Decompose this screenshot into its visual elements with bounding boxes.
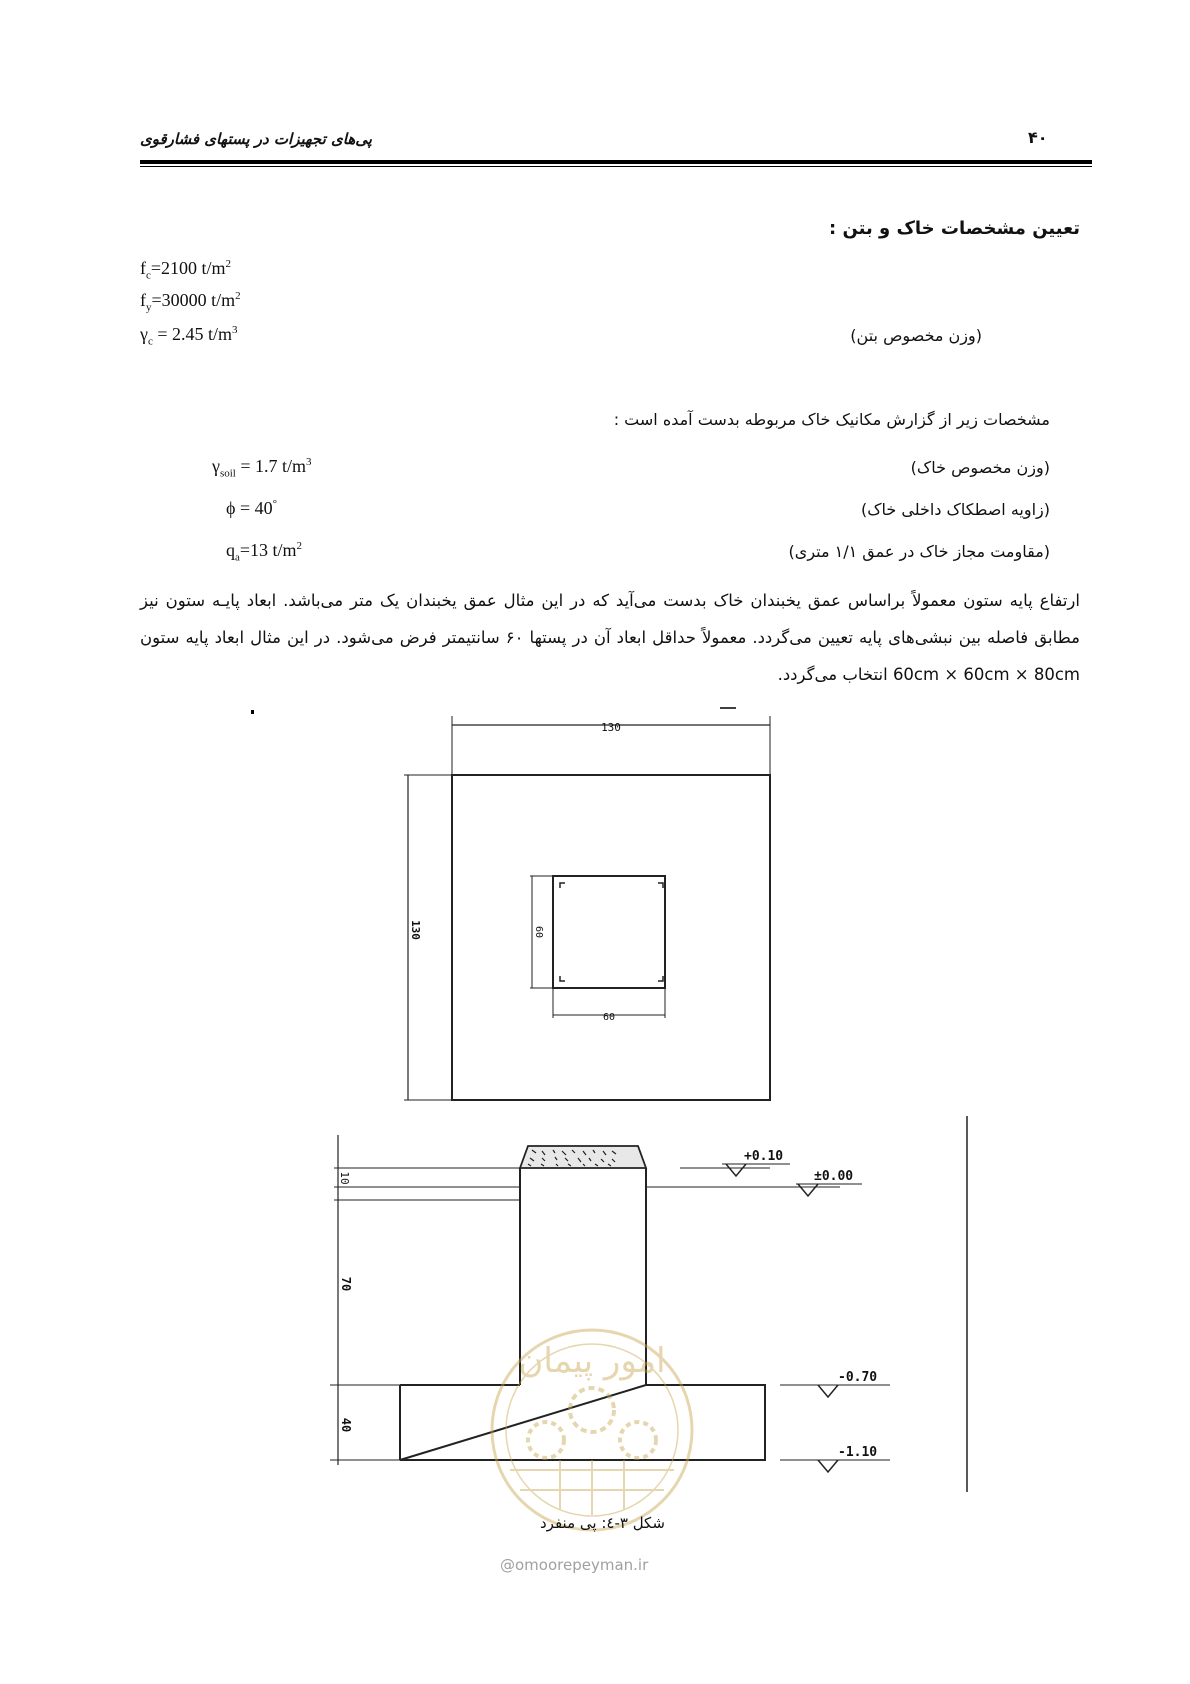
header-title: پی‌های تجهیزات در پستهای فشارقوی bbox=[140, 130, 372, 148]
plan-dim-top-label: 130 bbox=[601, 721, 621, 734]
watermark-text: امور پیمان bbox=[518, 1341, 666, 1381]
label-gamma-soil: (وزن مخصوص خاک) bbox=[910, 458, 1050, 477]
plan-pedestal-outline bbox=[553, 876, 665, 988]
section-view bbox=[330, 1116, 967, 1492]
formula-gamma-c: $\gamma_c = 2.45$ $t/m^3$ bbox=[140, 324, 238, 348]
section-footing bbox=[400, 1385, 765, 1460]
stray-mark bbox=[251, 710, 254, 714]
formula-fy: $f_y=30000$ $t/m^2$ bbox=[140, 290, 241, 314]
level-label-2: ±0.00 bbox=[814, 1169, 854, 1184]
section-dim-top-label: 10 bbox=[338, 1171, 351, 1185]
formula-fc: $f_c=2100$ $t/m^2$ bbox=[140, 258, 232, 282]
section-title: تعیین مشخصات خاک و بتن : bbox=[828, 218, 1080, 239]
level-label-4: -1.10 bbox=[838, 1445, 878, 1460]
formula-qa: $q_a=13$ $t/m^2$ bbox=[226, 540, 303, 564]
plan-footing-outline bbox=[452, 775, 770, 1100]
label-gamma-c: (وزن مخصوص بتن) bbox=[850, 326, 982, 345]
formula-gamma-soil: $\gamma_{soil} = 1.7$ $t/m^3$ bbox=[212, 456, 312, 480]
watermark-logo bbox=[492, 1330, 692, 1530]
formula-phi: ϕ = 40° bbox=[226, 498, 278, 518]
level-label-1: +0.10 bbox=[744, 1149, 784, 1164]
plan-dim-left-label: 130 bbox=[409, 920, 422, 940]
level-triangle-3 bbox=[818, 1385, 838, 1397]
level-label-3: -0.70 bbox=[838, 1370, 878, 1385]
plan-dim-inner-bottom-label: 60 bbox=[602, 1012, 616, 1023]
section-dim-middle-label: 70 bbox=[339, 1276, 353, 1292]
section-dim-bottom-label: 40 bbox=[339, 1417, 353, 1433]
level-triangle-1 bbox=[726, 1164, 746, 1176]
page-number: ۴۰ bbox=[1028, 128, 1048, 147]
plan-view bbox=[404, 716, 770, 1100]
footer-site-text: @omoorepeyman.ir bbox=[500, 1556, 649, 1574]
footer-site bbox=[500, 1556, 648, 1574]
level-triangle-4 bbox=[818, 1460, 838, 1472]
level-triangle-2 bbox=[798, 1184, 818, 1196]
figure-caption: شکل ۳-٤: پی منفرد bbox=[540, 1514, 665, 1532]
label-phi: (زاویه اصطکاک داخلی خاک) bbox=[860, 500, 1050, 519]
body-paragraph: ارتفاع پایه ستون معمولاً براساس عمق یخبندان خاک بدست می‌آید که در این مثال عمق یخبندان یک متر می‌باشد. ابعاد پایـه ستون نیز مطابق فاصله بین نبشی‌های پایه تعیین می‌گردد. معمولاً حداقل ابعاد آن در پستها ۶۰ سانتیمتر فرض می‌شود. در این مثال ابعاد پایه ستون 60cm × 60cm × 80cm انتخاب می‌گردد. bbox=[140, 591, 1080, 684]
plan-dim-inner-side-label: 60 bbox=[533, 925, 544, 939]
soil-intro: مشخصات زیر از گزارش مکانیک خاک مربوطه بدست آمده است : bbox=[613, 410, 1050, 429]
plan-anchor-corners bbox=[560, 883, 663, 981]
label-qa: (مقاومت مجاز خاک در عمق ۱/۱ متری) bbox=[788, 542, 1050, 561]
